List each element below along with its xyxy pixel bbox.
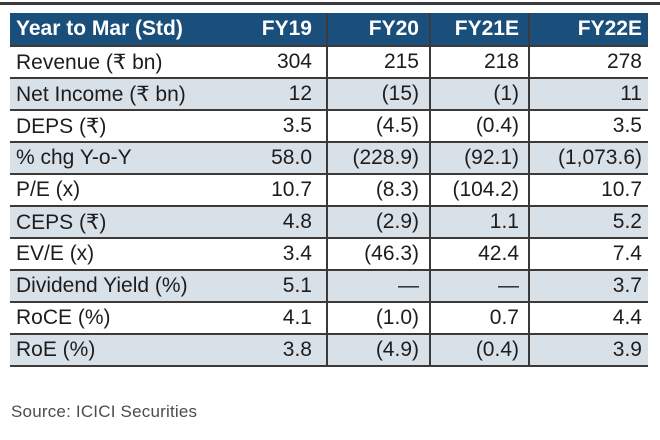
cell-value: 215 [327,46,430,78]
row-label: CEPS (₹) [16,210,107,234]
cell-value: 7.4 [529,238,648,270]
cell-value: (228.9) [327,142,430,174]
row-label: RoCE (%) [16,306,111,329]
cell-value: 42.4 [430,238,529,270]
table-row-pe [10,174,648,206]
cell-value: (15) [327,78,430,110]
row-label: DEPS (₹) [16,114,107,138]
cell-value: — [430,270,529,302]
header-row [10,13,648,46]
table-row-pct-chg [10,142,648,174]
row-label: Revenue (₹ bn) [16,50,163,74]
table-row-roe [10,334,648,366]
cell-value: 4.4 [529,302,648,334]
table-row-eve [10,238,648,270]
top-divider-rule [0,2,660,5]
cell-value: 58.0 [271,146,312,169]
table-row-ceps [10,206,648,238]
table-row-roce [10,302,648,334]
cell-value: 4.8 [282,210,312,233]
cell-value: 3.5 [529,110,648,142]
cell-value: 10.7 [529,174,648,206]
cell-value: 3.5 [282,114,312,137]
cell-value: (92.1) [430,142,529,174]
row-label: P/E (x) [16,178,81,201]
cell-value: 0.7 [430,302,529,334]
header-fy21e: FY21E [430,13,529,46]
source-note: Source: ICICI Securities [11,402,198,421]
table-row-revenue [10,46,648,78]
cell-value: 278 [529,46,648,78]
header-metric-label: Year to Mar (Std) [10,13,230,46]
cell-value: 3.4 [282,242,312,265]
cell-value: (1) [430,78,529,110]
row-label: Net Income (₹ bn) [16,82,186,106]
cell-value: 5.1 [282,274,312,297]
cell-value: (4.9) [327,334,430,366]
cell-value: (1,073.6) [529,142,648,174]
cell-value: (4.5) [327,110,430,142]
row-label: Dividend Yield (%) [16,274,188,297]
cell-value: (1.0) [327,302,430,334]
cell-value: 5.2 [529,206,648,238]
row-label: EV/E (x) [16,242,95,265]
cell-value: (0.4) [430,110,529,142]
table-row-deps [10,110,648,142]
cell-value: — [327,270,430,302]
cell-value: 12 [288,82,312,105]
header-fy19: FY19 [230,13,327,46]
cell-value: 4.1 [282,306,312,329]
header-fy20: FY20 [327,13,430,46]
cell-value: (8.3) [327,174,430,206]
table-row-dividend-yield [10,270,648,302]
row-label: RoE (%) [16,338,96,361]
financials-table [10,13,648,367]
cell-value: (46.3) [327,238,430,270]
cell-value: (2.9) [327,206,430,238]
header-fy22e: FY22E [529,13,648,46]
cell-value: 304 [276,50,312,73]
cell-value: 11 [529,78,648,110]
cell-value: 3.8 [282,338,312,361]
cell-value: 10.7 [271,178,312,201]
cell-value: 3.9 [529,334,648,366]
row-label: % chg Y-o-Y [16,146,132,169]
cell-value: (104.2) [430,174,529,206]
cell-value: (0.4) [430,334,529,366]
cell-value: 3.7 [529,270,648,302]
cell-value: 218 [430,46,529,78]
table-row-net-income [10,78,648,110]
cell-value: 1.1 [430,206,529,238]
